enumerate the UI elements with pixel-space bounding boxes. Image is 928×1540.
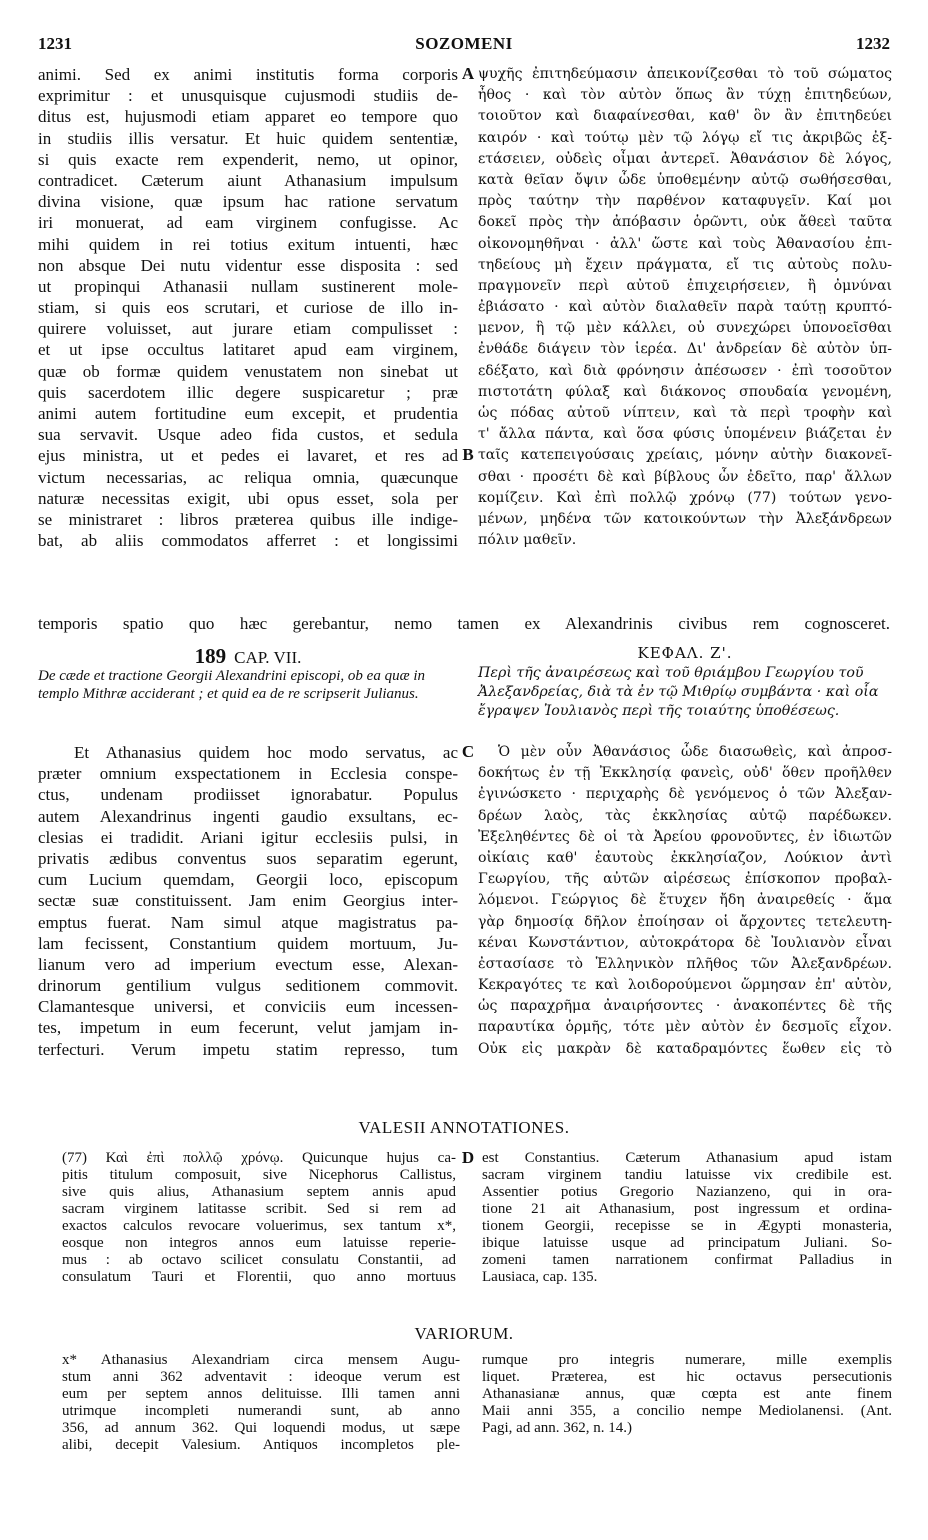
text-line: οἰκίαις καθ' ἑαυτοὺς ἐκκλησίαζον, Λούκιον ἀντὶ [478,849,892,866]
text-line: stum anni 362 adventavit : ideoque verum est [62,1369,460,1385]
text-line: eosque non integros annos eum latuisse reperie- [62,1235,456,1251]
annotations-left [62,1150,456,1286]
text-line: ὡς πόδας αὐτοῦ νίπτειν, καὶ τὰ περὶ τροφὴν καὶ [478,405,892,421]
text-line: Οὐκ εἰς μακρὰν δὲ καταδραμόντες ἕωθεν εἰς τὸ [478,1040,892,1057]
variorum-left [62,1352,460,1454]
text-line: δρέων λαὸς, τὰς ἐκκλησίας αὐτῷ παρέδωκεν. [478,807,892,824]
full-width-line: temporis spatio quo hæc gerebantur, nemo tamen ex Alexandrinis civibus rem cognosceret. [38,614,890,633]
latin-column-bottom [38,742,458,1060]
text-line: Ἐξεληθέντες δὲ οἱ τὰ Ἀρείου φρονοῦντες, ἐν ἰδιωτῶν [478,828,892,845]
latin-chapter-label: CAP. VII. [234,648,302,667]
text-line: tionem Georgii, recepisse se in Ægypti monasteria, [482,1218,892,1234]
text-line: mus : ab octavo scilicet consulatu Constantii, ad [62,1252,456,1268]
text-line: animi. Sed ex animi institutis forma corporis [38,65,458,84]
text-line: τοιοῦτον καὶ διαφαίνεσθαι, καθ' ὃν ἂν ἐπιτηδεύει [478,108,892,125]
text-line: si quis exacte rem expenderit, nemo, ut opinor, [38,149,458,169]
latin-column-top [38,64,458,551]
text-line: γὰρ δημοσίᾳ δῆλον ἐποίησαν οἱ ἄρχοντες τετελευτη- [478,913,892,930]
latin-chapter-heading [38,644,458,669]
running-header [38,34,890,58]
chapter-number: 189 [194,644,227,668]
text-line: ετάσειεν, οὐδεὶς οἶμαι ἀντερεῖ. Ἀθανάσιον δὲ λόγος, [478,150,892,167]
text-line: quæ ob formæ quidem venustatem non sinebat ut [38,361,458,381]
text-line: sive quis alius, Athanasium septem annis apud [62,1184,456,1200]
text-line: Clamantesque universi, et conviciis eum incessen- [38,997,458,1017]
text-line: est Constantius. Cæterum Athanasium apud istam [482,1150,892,1166]
text-line: præter omnium exspectationem in Ecclesia conspe- [38,764,458,784]
text-line: Lausiaca, cap. 135. [482,1269,598,1285]
text-line: ut propinqui Athanasii nullam sustinerent mole- [38,276,458,296]
text-line: 356, ad annum 362. Qui loquendi modus, ut sæpe [62,1420,460,1436]
text-line: ὡς παραχρῆμα ἀναιρήσοντες · ἀνακοπέντες δὲ τῆς [478,998,892,1015]
text-line: quis sacerdotem illic degere suspicaretur ; præ [38,382,458,402]
running-title: SOZOMENI [415,34,513,53]
left-page-number: 1231 [38,34,72,53]
text-line: iri monuerat, ad eam virginem confugisse. Ac [38,213,458,233]
text-line: ἦθος · καὶ τὸν αὐτὸν ὅπως ἂν τύχῃ ἐπιτηδεύων, [478,87,892,104]
text-line: Γεωργίου, τῆς αὐτῶν αἱρέσεως ἐπίσκοπον προβαλ- [478,871,892,888]
text-line: lam fecissent, Constantium quidem mortuum, Ju- [38,933,458,953]
text-line: ταῖς κατεπειγούσαις χρείαις, μόνην αὐτὴν διακονεῖ- [478,447,892,464]
text-line: Κεκραγότες τε καὶ λοιδορούμενοι ὥρμησαν ἐπ' αὐτὸν, [478,977,892,994]
text-line: non absque Dei nutu videntur esse disposita : sed [38,255,458,275]
text-line: ἐνθάδε διάγειν τὸν ἱερέα. Δι' ἀνδρείαν δὲ αὐτὸν ὑπ- [478,341,892,358]
text-line: mihi quidem in rei totius exitum intuenti, hæc [38,234,458,254]
text-line: utrimque incompleti numerandi sunt, ab anno [62,1403,460,1419]
text-line: δοκεῖ πρὸς τὴν ἀπόβασιν ὁρῶντι, οὐκ ἄθεεὶ ταῦτα [478,214,892,231]
text-line: ejus ministra, ut et pedes ei lavaret, et res ad [38,446,458,466]
text-line: Assentier potius Gregorio Nazianzeno, qui in ora- [482,1184,892,1200]
text-line: animi autem fortitudine eum excepit, et prudentia [38,404,458,423]
text-line: contradicet. Cæterum aiunt Athanasium impulsum [38,170,458,190]
text-line: ἐβιάσατο · καὶ αὐτὸν διαλαθεῖν παρὰ ταύτῃ κρυπτό- [478,299,892,316]
text-line: εδέξατο, καὶ διὰ φρόνησιν ἀπέσωσεν · ἐπὶ τοσοῦτον [478,362,892,379]
text-line: ibique latuisse usque ad principatum Juliani. So- [482,1235,892,1251]
text-line: stiam, si quis eos scrutari, et curiose de illo in- [38,298,458,318]
right-page-number: 1232 [856,34,890,53]
text-line: ditus est, hujusmodi etiam apparet eo tempore quo [38,107,458,127]
text-line: drinorum gentilium vulgus seditionem commovit. [38,976,458,996]
text-line: πραγμονεῖν περὶ αὐτοῦ ἐπιχειρήσειεν, ἢ ὀμνύναι [478,277,892,294]
text-line: πόλιν μαθεῖν. [478,532,577,549]
text-line: autem Alexandrinus ingenti gaudio exsultans, ec- [38,806,458,826]
text-line: victum necessarias, ac reliqua omnia, quæcunque [38,467,458,487]
text-line: κέναι Κωνστάντιον, αὐτοκράτορα δὲ Ἰουλιανὸν εἶναι [478,934,892,951]
greek-column-bottom [478,742,892,1060]
text-line: sacram virginem tandiu latuisse vix credibile est. [482,1167,892,1183]
text-line: tes, impetum in eum fecerunt, velut jamjam in- [38,1018,458,1038]
text-line: eum per septem annos delituisse. Illi tamen anni [62,1386,460,1402]
text-line: quirere voluisset, aut jurare etiam compulisset : [38,319,458,339]
text-line: lianum vero ad imperium evectum esse, Alexan- [38,954,458,974]
text-line: clesias ei tradidit. Ariani igitur ecclesiis pulsi, in [38,827,458,847]
text-line: consulatum Tauri et Florentii, quo anno mortuus [62,1269,456,1285]
text-line: ἐστασίασε τὸ Ἑλληνικὸν πλῆθος τῶν Ἀλεξανδρέων. [478,955,892,972]
margin-marker-d: D [461,1148,475,1167]
text-line: divina visione, quæ ipsum hac ratione servatum [38,192,458,212]
text-line: sua servavit. Usque adeo fida custos, et sedula [38,425,458,445]
text-line: exactos calculos revocare voluerimus, sex tantum x*, [62,1218,456,1234]
text-line: ἐγινώσκετο · περιχαρὴς δὲ γενόμενος ὁ τῶν Ἀλεξαν- [478,786,892,803]
text-line: κομίζειν. Καὶ ἐπὶ πολλῷ χρόνῳ (77) τούτων γενο- [478,489,892,506]
text-line: naturæ necessitas exigit, ubi opus esset, sola per [38,488,458,508]
text-line: alibi, decepit Valesium. Antiquos incompletos ple- [62,1437,460,1453]
text-line: οἰκονομηθῆναι · ἀλλ' ὥστε καὶ τοὺς Ἀθανασίου ἐπι- [478,235,892,252]
text-line: in studiis illis versatur. Et huic quidem sententiæ, [38,128,458,148]
text-line: zomeni tamen narrationem confirmat Palladius in [482,1252,892,1268]
text-line: bat, ab aliis commodatos afferret : et longissimi [38,531,458,551]
text-line: ctus, undenam prodiisset ignorabatur. Populus [38,785,458,805]
text-line: x* Athanasius Alexandriam circa mensem Augu- [62,1352,460,1368]
text-line: ψυχῆς ἐπιτηδεύμασιν ἀπεικονίζεσθαι τὸ τοῦ σώματος [478,66,892,82]
text-line: μενον, ἣ τῷ μὲν κάλλει, οὐ συνεχώρει ὑπονοεῖσθαι [478,320,892,337]
text-line: emptus fuerat. Nam simul atque magistratus pa- [38,912,458,932]
text-line: terfecturi. Verum impetu statim represso, tum [38,1039,458,1059]
annotations-heading: VALESII ANNOTATIONES. [358,1118,570,1137]
variorum-right [482,1352,892,1437]
margin-marker-b: B [462,445,474,464]
text-line: σθαι · προσέτι δὲ καὶ βίβλους ὧν ἐδεῖτο, παρ' ἄλλων [478,468,892,485]
margin-marker-a: A [461,64,475,83]
text-line: καιρόν · καὶ τούτῳ μὲν τῷ λόγῳ εἴ τις ἀκριβῶς ἐξ- [478,129,892,146]
text-line: et ut ipse occultus latitaret apud eam virginem, [38,340,458,360]
text-line: δοκήτως ἐν τῇ Ἐκκλησίᾳ φανεὶς, οὐδ' ὅθεν προῆλθεν [478,765,892,782]
text-line: πρὸς ταύτην τὴν παρθένον καταφυγεῖν. Καί μοι [478,193,892,210]
text-line: Pagi, ad ann. 362, n. 14.) [482,1420,632,1436]
text-line: exprimitur : et unusquisque cujusmodi studiis de- [38,86,458,106]
text-line: τηδείους μὴ ἔχειν πράγματα, εἴ τις αὐτοὺς πολυ- [478,256,892,273]
text-line: τ' ἄλλα πάντα, καὶ ὅσα φύσις ὑπομένειν βιάζεται ἐν [478,426,892,443]
text-line: privatis ædibus conventus suos separatim egerunt, [38,848,458,868]
text-line: Maii anni 355, a concilio nempe Mediolanensi. (Ant. [482,1403,892,1419]
text-line: sacram virginem latitasse scribit. Sed si rem ad [62,1201,456,1217]
text-line: (77) Καὶ ἐπὶ πολλῷ χρόνῳ. Quicunque hujus ca- [62,1150,456,1166]
greek-column-top [478,64,892,551]
text-line: μένων, μηδένα τῶν κατοικούντων τὴν Ἀλεξάνδρεων [478,510,892,527]
text-line: Et Athanasius quidem hoc modo servatus, ac [74,743,458,762]
greek-chapter-heading: ΚΕΦΑΛ. Ζ'. [637,644,733,662]
margin-marker-c: C [461,742,475,761]
text-line: liquet. Præterea, est hic octavus persecutionis [482,1369,892,1385]
text-line: κατὰ θεῖαν ὄψιν ὧδε ὑποθεμένην αὐτῷ σωθήσεσθαι, [478,171,892,188]
text-line: παραυτίκα ὁρμῆς, τότε μὲν αὐτὸν ἐν δεσμοῖς εἶχον. [478,1019,892,1036]
variorum-heading: VARIORUM. [414,1324,514,1343]
text-line: cum Lucium quemdam, Georgii loco, episcopum [38,870,458,890]
text-line: tione 21 ait Athanasium, post ingressum et ordina- [482,1201,892,1217]
greek-chapter-title: Περὶ τῆς ἀναιρέσεως καὶ τοῦ θριάμβου Γεωργίου τοῦ Ἀλεξανδρείας, διὰ τὰ ἐν τῷ Μιθρίῳ συμβάντα · καὶ οἷα ἔγραψεν Ἰουλιανὸς περὶ τῆς τοιαύτης ὑποθέσεως. [478,665,879,719]
text-line: πιστοτάτη φύλαξ καὶ διάκονος σπουδαία γενομένη, [478,383,892,400]
annotations-right [482,1150,892,1286]
text-line: pitis titulum composuit, sive Nicephorus Callistus, [62,1167,456,1183]
text-line: sectæ suæ constituissent. Jam enim Georgius inter- [38,891,458,911]
latin-chapter-title: De cæde et tractione Georgii Alexandrini episcopi, ob ea quæ in templo Mithræ acciderant ; et quid ea de re scripserit Julianus. [38,668,426,702]
text-line: Ὁ μὲν οὖν Ἀθανάσιος ὧδε διασωθεὶς, καὶ ἀπροσ- [498,744,892,760]
text-line: λόμενοι. Γεώργιος δὲ ἔτυχεν ἤδη ἀναιρεθείς · ἅμα [478,892,892,909]
text-line: rumque pro integris numerare, mille exemplis [482,1352,892,1368]
text-line: Athanasianæ annus, quæ cœpta est ante finem [482,1386,892,1402]
text-line: se ministraret : libros præterea quibus ille indige- [38,509,458,529]
